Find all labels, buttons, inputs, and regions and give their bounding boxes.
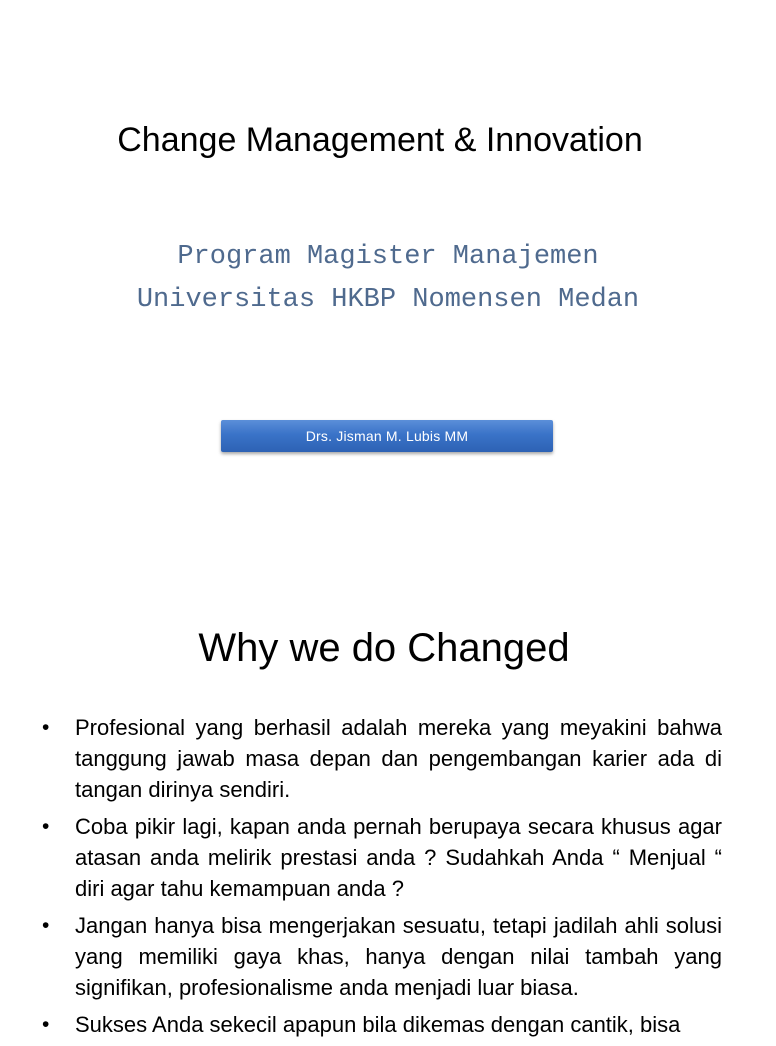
bullet-text: Profesional yang berhasil adalah mereka yang meyakini bahwa tanggung jawab masa depan dan pengembangan karier ada di tangan dirinya sendiri. [75,715,722,802]
content-slide [0,576,768,1037]
slide-title: Change Management & Innovation [117,121,643,159]
bullet-icon: • [42,1013,50,1036]
bullet-text: Jangan hanya bisa mengerjakan sesuatu, tetapi jadilah ahli solusi yang memiliki gaya khas, hanya dengan nilai tambah yang signifikan, profesionalisme anda menjadi luar biasa. [75,913,722,1000]
slide-title: Why we do Changed [198,626,570,670]
author-name: Drs. Jisman M. Lubis MM [305,428,469,444]
list-item [40,811,722,904]
bullet-icon: • [42,914,50,937]
list-item [40,712,722,805]
bullet-icon: • [42,716,50,739]
bullet-list [40,712,722,1046]
list-item [40,910,722,1003]
list-item [40,1009,722,1040]
bullet-icon: • [42,815,50,838]
subtitle-line-university: Universitas HKBP Nomensen Medan [136,285,640,315]
subtitle-line-program: Program Magister Manajemen [177,242,599,272]
author-box [221,420,553,452]
slide-subtitle [0,236,776,322]
bullet-text: Sukses Anda sekecil apapun bila dikemas dengan cantik, bisa [75,1012,681,1037]
bullet-text: Coba pikir lagi, kapan anda pernah berupaya secara khusus agar atasan anda melirik prestasi anda ? Sudahkah Anda “ Menjual “ diri agar tahu kemampuan anda ? [75,814,722,901]
